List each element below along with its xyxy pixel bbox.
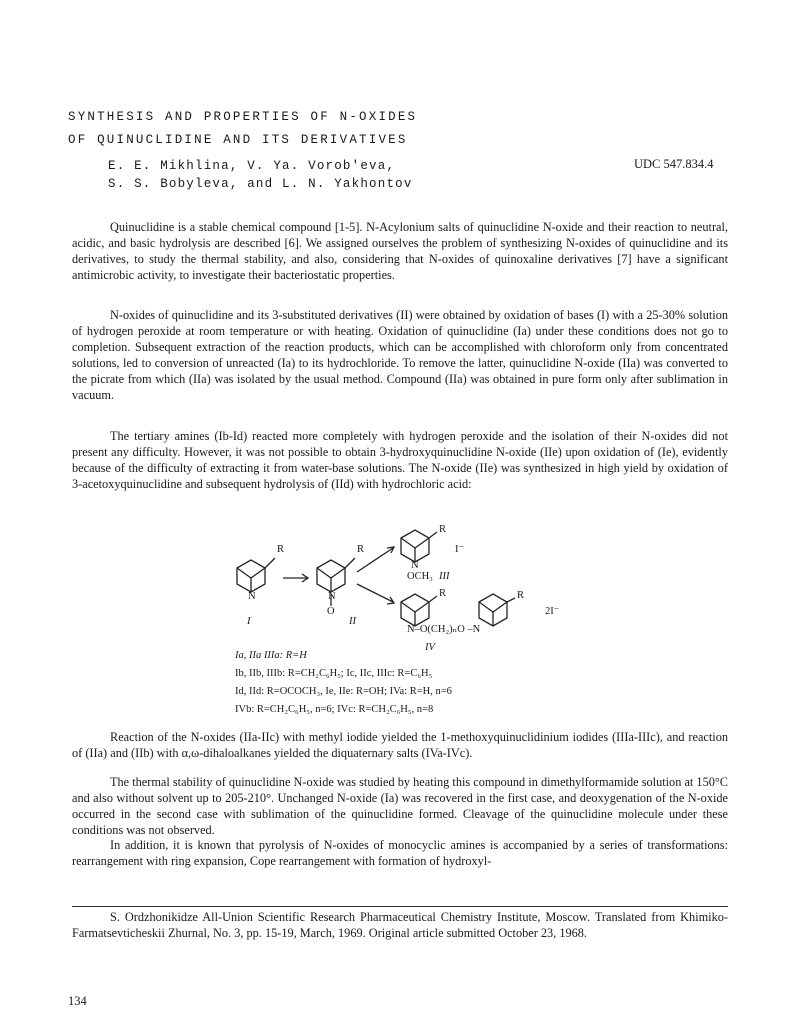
paragraph-2 [72,308,728,403]
scheme-legend-3: Id, IId: R=OCOCH₃, Ie, IIe: R=OH; IVa: R=H, n=6 [235,686,452,697]
title-line-2: OF QUINUCLIDINE AND ITS DERIVATIVES [68,133,408,147]
paragraph-2-text: N-oxides of quinuclidine and its 3-substituted derivatives (II) were obtained by oxidation of bases (I) with a 25-30% solution of hydrogen peroxide at room temperature or with heating. Oxidation of quinuclidine (Ia) under these conditions does not go to completion. Subsequent extraction of the reaction products, which can be accomplished with chloroform only from concentrated solutions, led to conversion of unreacted (Ia) to its hydrochloride. To remove the latter, quinuclidine N-oxide (IIa) was converted to the picrate from which (IIa) was isolated by the usual method. Compound (IIa) was obtained in pure form only after sublimation in vacuum. [72,308,728,402]
paragraph-3 [72,429,728,493]
compound-label-1: I [247,616,251,627]
scheme-r-5: R [517,590,525,601]
quinuclidine-structure-3 [401,530,437,562]
scheme-r-4: R [439,588,447,599]
paragraph-1 [72,220,728,284]
footnote-text: S. Ordzhonikidze All-Union Scientific Research Pharmaceutical Chemistry Institute, Moscow. Translated from Khimiko-Farmatsevticheskii Zhurnal, No. 3, pp. 15-19, March, 1969. Original article submitted October 23, 1968. [72,910,728,940]
paragraph-5-text: The thermal stability of quinuclidine N-oxide was studied by heating this compound in dimethylformamide solution at 150°C and also without solvent up to 205-210°. Unchanged N-oxide (Ia) was recovered in the first case, and deoxygenation of the N-oxide occurred in the second case with sublimation of the quinuclidine formed. Cleavage of the quinuclidine molecule under these conditions was not observed. [72,775,728,837]
compound-label-4: IV [425,642,435,653]
author-list [108,157,413,193]
footnote-divider [72,906,728,907]
quinuclidine-structure-1 [237,558,275,592]
scheme-legend-2: Ib, IIb, IIIb: R=CH₂C₆H₅; Ic, IIc, IIIc: R=C₆H₅ [235,668,433,679]
scheme-n-3: N [411,560,419,571]
paragraph-4-text: Reaction of the N-oxides (IIa-IIc) with methyl iodide yielded the 1-methoxyquinuclidinium iodides (IIIa-IIIc), and reaction of (IIa) and (IIb) with α,ω-dihaloalkanes yielded the diquaternary salts (IVa-IVc). [72,730,728,760]
udc-code: UDC 547.834.4 [634,157,714,171]
scheme-chain: N–O(CH₂)ₙO –N [407,624,481,635]
scheme-dianion: 2I⁻ [545,606,560,617]
quinuclidine-structure-2 [317,558,355,606]
scheme-n-2: N [328,591,336,602]
compound-label-3: III [439,571,450,582]
paragraph-6-text: In addition, it is known that pyrolysis of N-oxides of monocyclic amines is accompanied by a series of transformations: rearrangement with ring expansion, Cope rearrangement with formation of hydroxyl- [72,838,728,868]
title-line-1: SYNTHESIS AND PROPERTIES OF N-OXIDES [68,110,418,124]
scheme-r-2: R [357,544,365,555]
page-number: 134 [68,994,87,1008]
scheme-legend-1: Ia, IIa IIIa: R=H [235,650,307,661]
footnote [72,910,728,942]
compound-label-2: II [349,616,356,627]
scheme-och3: OCH₃ [407,571,433,582]
scheme-n-1: N [248,591,256,602]
authors-line-1: E. E. Mikhlina, V. Ya. Vorob'eva, [108,159,396,173]
scheme-r-1: R [277,544,285,555]
scheme-o-2: O [327,606,335,617]
paragraph-4 [72,730,728,762]
article-title [68,106,668,152]
scheme-legend-4: IVb: R=CH₂C₆H₅, n=6; IVc: R=CH₂C₆H₅, n=8 [235,704,434,715]
paragraph-5 [72,775,728,839]
paragraph-6 [72,838,728,870]
scheme-r-3: R [439,524,447,535]
quinuclidine-structure-4a [401,594,437,626]
reaction-scheme [225,522,575,727]
authors-line-2: S. S. Bobyleva, and L. N. Yakhontov [108,177,413,191]
quinuclidine-structure-4b [479,594,515,626]
paragraph-3-text: The tertiary amines (Ib-Id) reacted more completely with hydrogen peroxide and the isolation of their N-oxides did not present any difficulty. However, it was not possible to obtain 3-hydroxyquinuclidine N-oxide (IIe) upon oxidation of (Ie), evidently because of the difficulty of extracting it from water-base solutions. The N-oxide (IIe) was synthesized in high yield by oxidation of 3-acetoxyquinuclidine and subsequent hydrolysis of (IId) with hydrochloric acid: [72,429,728,491]
paragraph-1-text: Quinuclidine is a stable chemical compound [1-5]. N-Acylonium salts of quinuclidine N-oxide and their reaction to neutral, acidic, and basic hydrolysis are described [6]. We assigned ourselves the problem of synthesizing N-oxides of quinuclidine and its derivatives, to study the thermal stability, and also, considering that N-oxides of quinoxaline derivatives [7] have a significant antimicrobic activity, to investigate their bacteriostatic properties. [72,220,728,282]
scheme-iodide: I⁻ [455,544,465,555]
